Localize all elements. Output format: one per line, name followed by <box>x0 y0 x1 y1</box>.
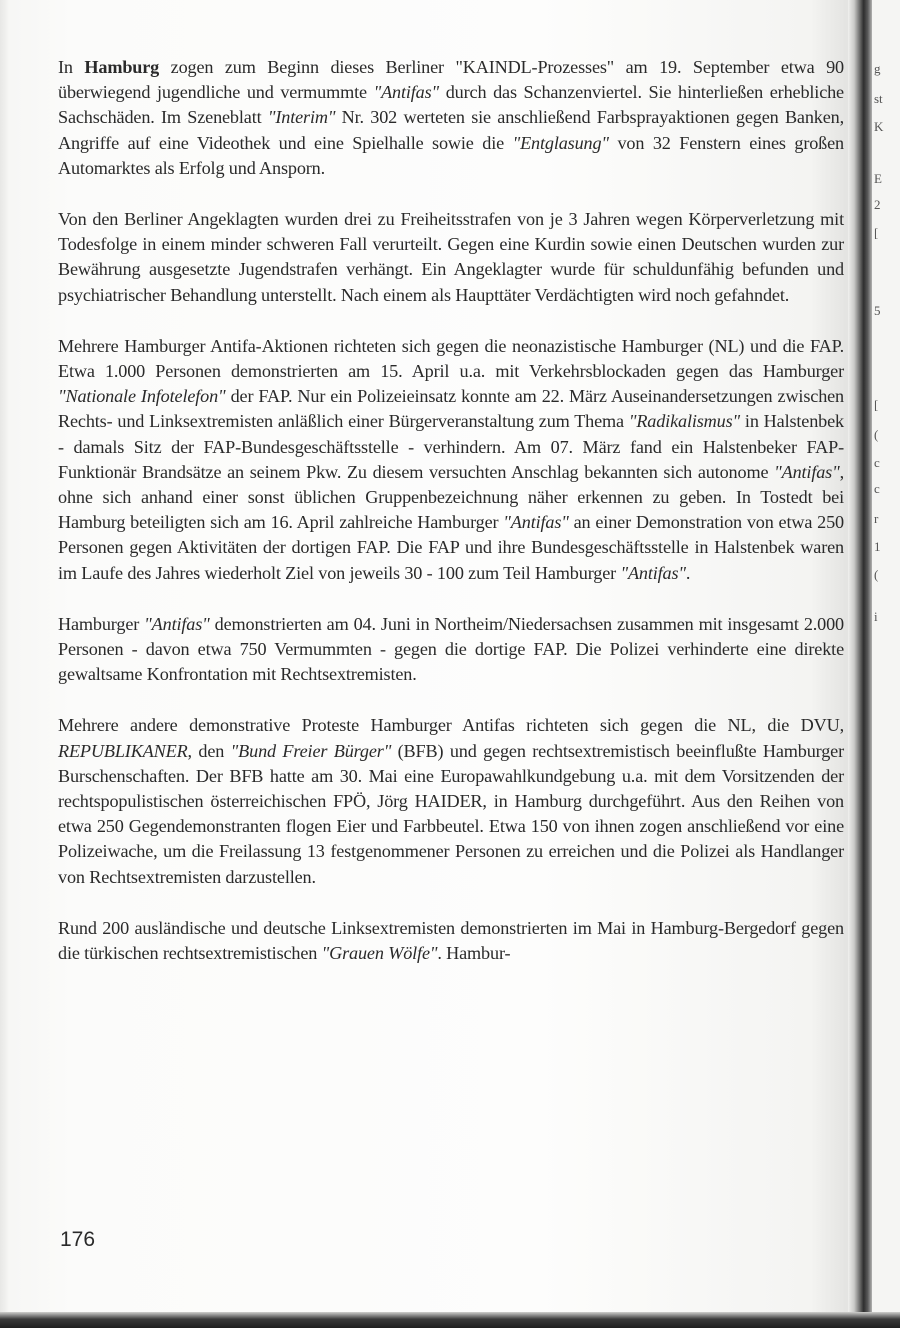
next-page-fragment: [ <box>874 397 879 412</box>
text-segment: Mehrere Hamburger Antifa-Aktionen richteten sich gegen die neonazistische Hamburger (NL) und die FAP. Etwa 1.000 Personen demonstrierten am 15. April u.a. mit Verkehrsblockaden gegen das Hamburger <box>58 335 844 382</box>
next-page-fragment: E <box>874 171 882 186</box>
text-segment: Rund 200 ausländische und deutsche Linksextremisten demonstrierten im Mai in Hamburg-Bergedorf gegen die türkischen rechtsextremistischen <box>58 917 844 964</box>
next-page-fragment: r <box>874 511 879 526</box>
page-number: 176 <box>60 1228 96 1251</box>
paragraph-3 <box>58 334 844 586</box>
text-segment: von 32 Fenstern eines großen Automarktes als Erfolg und Ansporn. <box>58 132 844 178</box>
text-segment: "Bund Freier Bürger" <box>230 740 392 761</box>
text-segment: (BFB) und gegen rechtsextremistisch beeinflußte Hamburger Burschenschaften. Der BFB hatte am 30. Mai eine Europawahlkundgebung u.a. mit dem Vorsitzenden der rechtspopulistischen österreichischen FPÖ, Jörg HAIDER, in Hamburg durchgeführt. Aus den Reihen von etwa 250 Gegendemonstranten flogen Eier und Farbbeutel. Etwa 150 von ihnen zogen anschließend vor eine Polizeiwache, um die Freilassung 13 festgenommener Personen zu erreichen und die Polizei als Handlanger von Rechtsextremisten darzustellen. <box>58 740 844 887</box>
paragraph-2 <box>58 207 844 308</box>
text-segment: Nr. 302 werteten sie anschließend Farbsprayaktionen gegen Banken, Angriffe auf eine Videothek und eine Spielhalle sowie die <box>58 107 844 153</box>
next-page-fragment: c <box>874 455 880 470</box>
left-page-shadow <box>0 0 10 1328</box>
text-segment: Hamburger <box>58 613 145 634</box>
text-segment: der FAP. Nur ein Polizeieinsatz konnte am 22. März Auseinandersetzungen zwischen Rechts- und Linksextremisten anläßlich einer Bürgerveranstaltung zum Thema <box>58 386 844 432</box>
text-segment: "Grauen Wölfe" <box>321 943 438 964</box>
text-segment: Mehrere andere demonstrative Proteste Hamburger Antifas richteten sich gegen die NL, die DVU, <box>58 715 844 736</box>
next-page-fragment: ( <box>874 567 879 582</box>
paragraph-5 <box>58 713 844 889</box>
text-segment: in Halstenbek - damals Sitz der FAP-Bundesgeschäftsstelle - verhindern. Am 07. März fand ein Halstenbeker FAP-Funktionär Brandsätze an seinem Pkw. Zu diesem versuchten Anschlag bekannten sich autonome <box>58 411 844 482</box>
next-page-fragment: 2 <box>874 197 881 212</box>
next-page-fragment: 1 <box>874 539 881 554</box>
text-segment: "Antifas" <box>620 562 686 583</box>
body-text <box>58 55 844 966</box>
text-segment: . Hambur- <box>437 943 511 964</box>
paragraph-4 <box>58 612 844 688</box>
next-page-fragment: [ <box>874 225 879 240</box>
text-segment: In <box>58 57 85 77</box>
next-page-fragment: g <box>874 61 881 76</box>
next-page-fragment: 5 <box>874 303 881 318</box>
text-segment: Hamburg <box>84 57 160 77</box>
text-segment: Von den Berliner Angeklagten wurden drei zu Freiheitsstrafen von je 3 Jahren wegen Körperverletzung mit Todesfolge in einem minder schweren Fall verurteilt. Gegen eine Kurdin sowie einen Deutschen wurden zur Bewährung ausgesetzte Jugendstrafen verhängt. Ein Angeklagter wurde für schuldunfähig befunden und psychiatrischer Behandlung unterstellt. Nach einem als Haupttäter Verdächtigten wird noch gefahndet. <box>58 209 844 305</box>
bottom-page-edge <box>0 1312 900 1328</box>
text-segment: "Antifas" <box>774 461 840 482</box>
text-segment: "Interim" <box>267 107 336 128</box>
text-segment: "Antifas" <box>144 613 210 634</box>
next-page-fragment: i <box>874 609 878 624</box>
text-segment: "Radikalismus" <box>628 411 741 432</box>
text-segment: an einer Demonstration von etwa 250 Personen gegen Aktivitäten der dortigen FAP. Die FAP und ihre Bundesgeschäftsstelle in Halstenbek waren im Laufe des Jahres wiederholt Ziel von jeweils 30 - 100 zum Teil Hamburger <box>58 512 844 583</box>
next-page-fragment: c <box>874 481 880 496</box>
next-page-fragment: st <box>874 91 883 106</box>
text-segment: "Nationale Infotelefon" <box>58 386 226 407</box>
paragraph-1 <box>58 55 844 181</box>
paragraph-6 <box>58 916 844 966</box>
text-segment: "Antifas" <box>503 512 569 533</box>
text-segment: zogen zum Beginn dieses Berliner "KAINDL-Prozesses" am 19. September etwa 90 überwiegend jugendliche und vermummte <box>58 57 844 103</box>
next-page-fragment: ( <box>874 427 879 442</box>
text-segment: , den <box>187 740 231 761</box>
text-segment: REPUBLIKANER <box>58 740 188 761</box>
text-segment: , ohne sich anhand einer sonst üblichen Gruppenbezeichnung näher erkennen zu geben. In Tostedt bei Hamburg beteiligten sich am 16. April zahlreiche Hamburger <box>58 461 844 533</box>
text-segment: durch das Schanzenviertel. Sie hinterließen erhebliche Sachschäden. Im Szeneblatt <box>58 82 844 128</box>
text-segment: "Entglasung" <box>512 132 609 153</box>
text-segment: demonstrierten am 04. Juni in Northeim/Niedersachsen zusammen mit insgesamt 2.000 Personen - davon etwa 750 Vermummten - gegen die dortige FAP. Die Polizei verhinderte eine direkte gewaltsame Konfrontation mit Rechtsextremisten. <box>58 613 845 685</box>
text-segment: "Antifas" <box>373 82 440 103</box>
text-segment: . <box>685 562 691 583</box>
next-page-fragment: K <box>874 119 884 134</box>
